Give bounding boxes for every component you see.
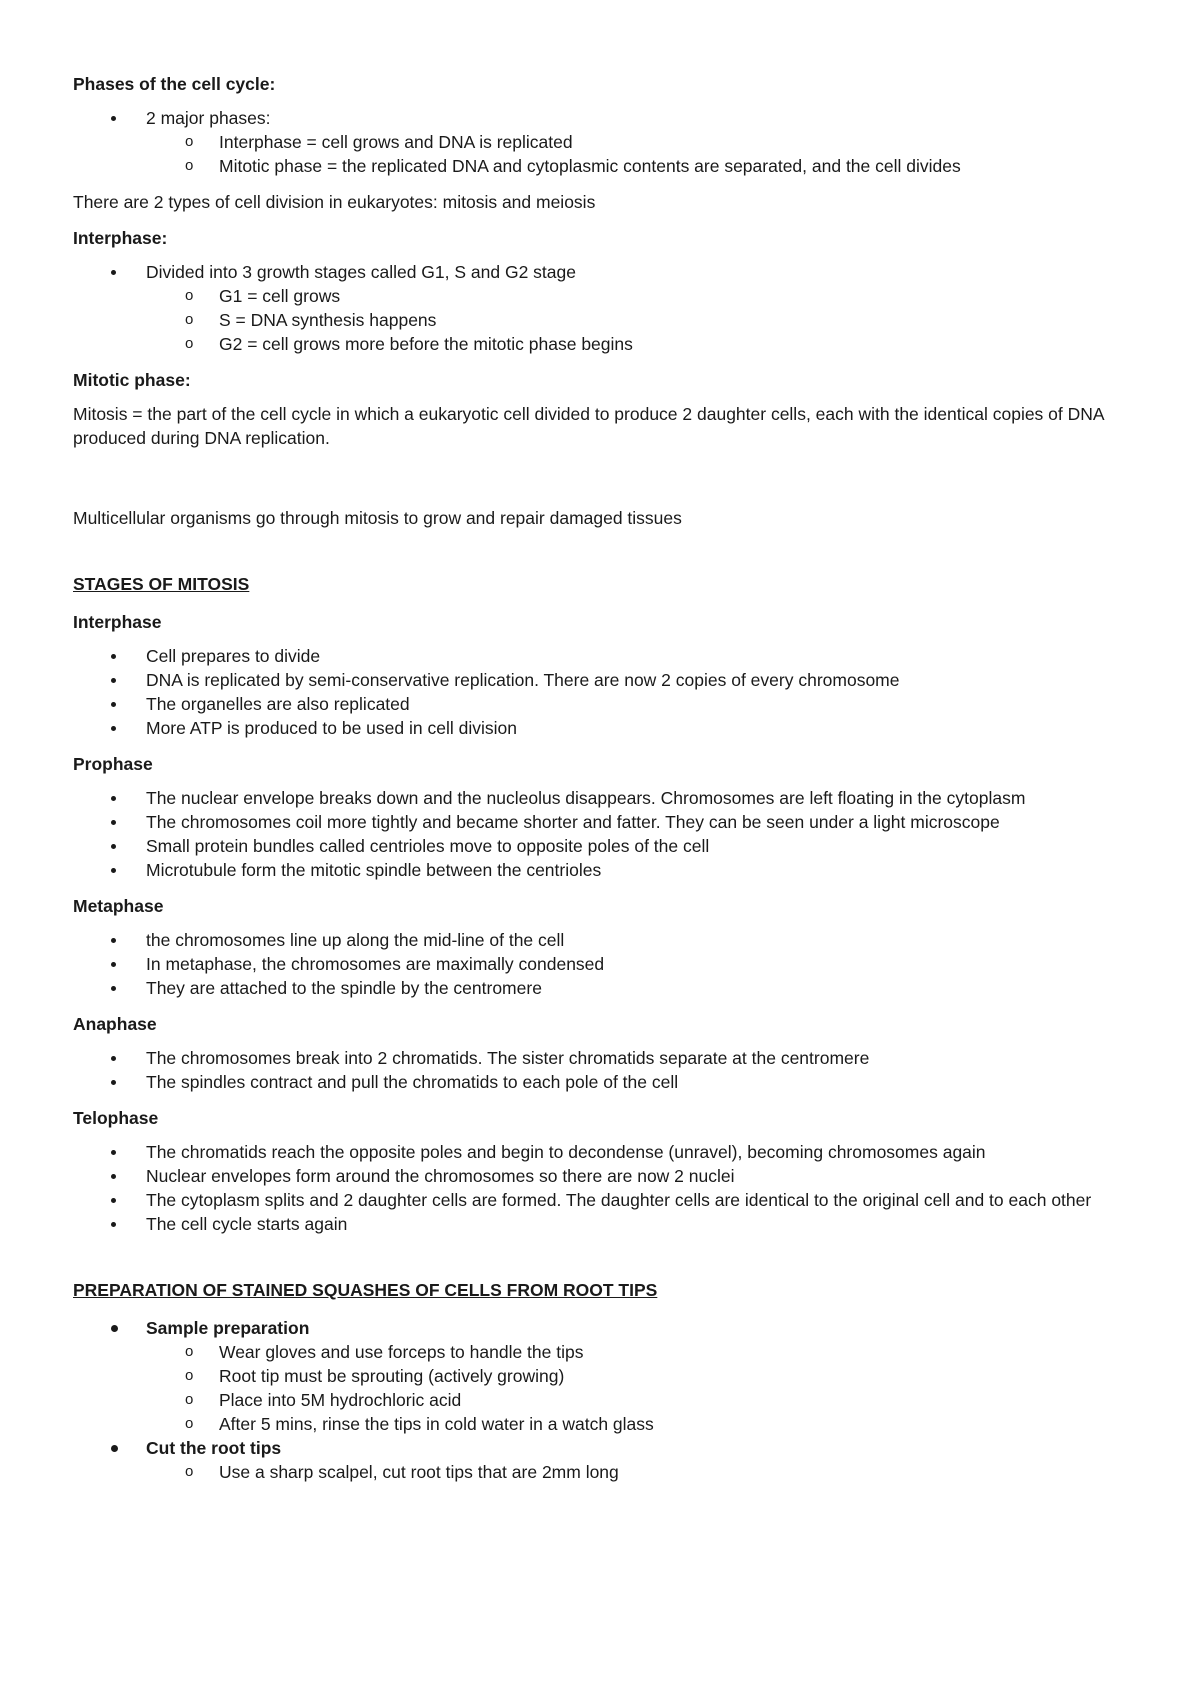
heading-metaphase: Metaphase (73, 896, 164, 916)
list-item: Nuclear envelopes form around the chromosomes so there are now 2 nuclei (73, 1164, 1140, 1188)
sublist-item: o Use a sharp scalpel, cut root tips that are 2mm long (73, 1460, 1140, 1484)
telophase-list (73, 1140, 1140, 1236)
list-item: More ATP is produced to be used in cell division (73, 716, 1140, 740)
list-item-title: Cut the root tips (146, 1438, 282, 1458)
list-item (73, 260, 1140, 356)
list-item: Cell prepares to divide (73, 644, 1140, 668)
list-item: The organelles are also replicated (73, 692, 1140, 716)
list-item-text: Divided into 3 growth stages called G1, S and G2 stage (146, 262, 576, 282)
list-item: The chromatids reach the opposite poles and begin to decondense (unravel), becoming chromosomes again (73, 1140, 1140, 1164)
sublist (146, 284, 1140, 356)
list-item: Microtubule form the mitotic spindle between the centrioles (73, 858, 1140, 882)
list-item: Small protein bundles called centrioles move to opposite poles of the cell (73, 834, 1140, 858)
preparation-list (73, 1316, 1140, 1484)
list-item: In metaphase, the chromosomes are maximally condensed (73, 952, 1140, 976)
sublist (146, 1460, 1140, 1484)
sublist-item: o G1 = cell grows (73, 284, 1140, 308)
list-item: The spindles contract and pull the chromatids to each pole of the cell (73, 1070, 1140, 1094)
interphase-stage-list (73, 644, 1140, 740)
list-item (73, 106, 1140, 178)
sublist-item: o Root tip must be sprouting (actively growing) (73, 1364, 1140, 1388)
list-item: The nuclear envelope breaks down and the nucleolus disappears. Chromosomes are left floating in the cytoplasm (73, 786, 1140, 810)
list-item: The cytoplasm splits and 2 daughter cells are formed. The daughter cells are identical to the original cell and to each other (73, 1188, 1140, 1212)
heading-interphase-stage: Interphase (73, 612, 162, 632)
heading-anaphase: Anaphase (73, 1014, 157, 1034)
list-item: The cell cycle starts again (73, 1212, 1140, 1236)
list-item: The chromosomes break into 2 chromatids. The sister chromatids separate at the centromere (73, 1046, 1140, 1070)
list-item (73, 1436, 1140, 1484)
list-item: They are attached to the spindle by the centromere (73, 976, 1140, 1000)
list-item: DNA is replicated by semi-conservative replication. There are now 2 copies of every chromosome (73, 668, 1140, 692)
sublist-item: o Interphase = cell grows and DNA is replicated (73, 130, 1140, 154)
heading-telophase: Telophase (73, 1108, 159, 1128)
anaphase-list (73, 1046, 1140, 1094)
list-item-title: Sample preparation (146, 1318, 310, 1338)
sublist-item: o After 5 mins, rinse the tips in cold water in a watch glass (73, 1412, 1140, 1436)
paragraph-multicellular: Multicellular organisms go through mitosis to grow and repair damaged tissues (73, 508, 682, 528)
heading-phases-of-cell-cycle: Phases of the cell cycle: (73, 74, 276, 94)
phases-list (73, 106, 1140, 178)
paragraph-mitosis-definition: Mitosis = the part of the cell cycle in which a eukaryotic cell divided to produce 2 daughter cells, each with the identical copies of DNA produced during DNA replication. (73, 404, 1104, 448)
sublist (146, 130, 1140, 178)
heading-interphase: Interphase: (73, 228, 168, 248)
prophase-list (73, 786, 1140, 882)
sublist (146, 1340, 1140, 1436)
interphase-list (73, 260, 1140, 356)
sublist-item: o G2 = cell grows more before the mitotic phase begins (73, 332, 1140, 356)
sublist-item: o Mitotic phase = the replicated DNA and cytoplasmic contents are separated, and the cell divides (73, 154, 1140, 178)
metaphase-list (73, 928, 1140, 1000)
list-item (73, 1316, 1140, 1436)
paragraph-cell-division-types: There are 2 types of cell division in eukaryotes: mitosis and meiosis (73, 192, 596, 212)
list-item: The chromosomes coil more tightly and became shorter and fatter. They can be seen under a light microscope (73, 810, 1140, 834)
sublist-item: o Place into 5M hydrochloric acid (73, 1388, 1140, 1412)
sublist-item: o Wear gloves and use forceps to handle the tips (73, 1340, 1140, 1364)
sublist-item: o S = DNA synthesis happens (73, 308, 1140, 332)
heading-preparation-of-stained-squashes: PREPARATION OF STAINED SQUASHES OF CELLS FROM ROOT TIPS (73, 1280, 658, 1300)
heading-mitotic-phase: Mitotic phase: (73, 370, 191, 390)
list-item-text: 2 major phases: (146, 108, 271, 128)
list-item: the chromosomes line up along the mid-line of the cell (73, 928, 1140, 952)
heading-stages-of-mitosis: STAGES OF MITOSIS (73, 574, 250, 594)
heading-prophase: Prophase (73, 754, 153, 774)
